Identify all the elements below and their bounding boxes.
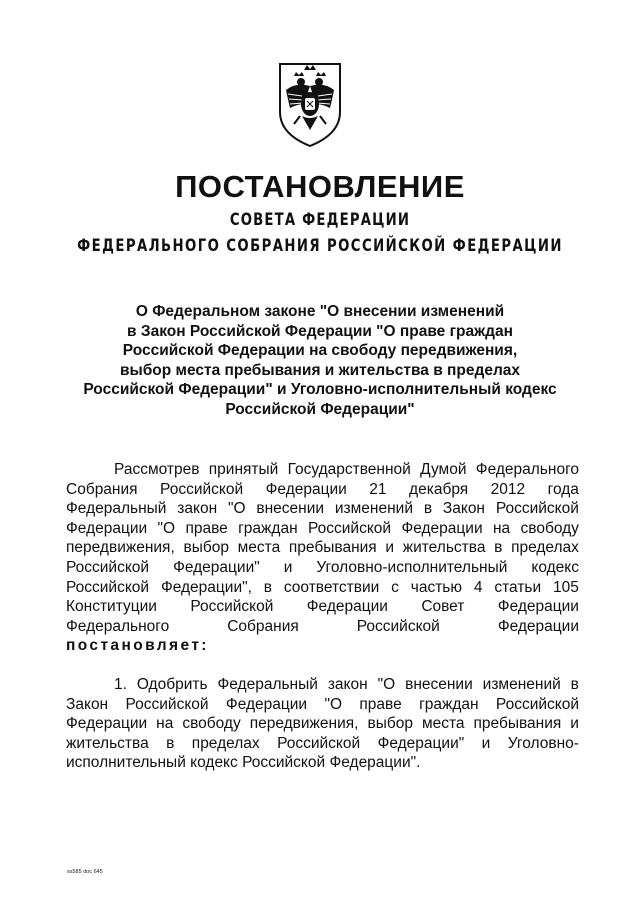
word: Российской — [308, 519, 392, 537]
word: 21 — [369, 480, 387, 498]
word: пребывания — [473, 715, 562, 733]
word: в — [494, 539, 503, 557]
resolves-word: постановляет: — [66, 637, 209, 655]
word: 4 — [473, 578, 483, 596]
word: закон — [327, 676, 368, 693]
justified-line — [66, 519, 579, 539]
word: Федерации — [66, 519, 148, 537]
word: места — [237, 539, 281, 557]
word: выбор — [183, 539, 229, 557]
word: праве — [359, 695, 402, 713]
justified-line — [66, 558, 579, 578]
word: Закон — [442, 500, 485, 518]
word: передвижения, — [249, 715, 359, 733]
word: выбор — [367, 715, 413, 733]
heading-line: в Закон Российской Федерации "О праве граждан — [127, 322, 513, 340]
document-code: ss585 doc 645 — [67, 869, 103, 875]
word: Уголовно-исполнительный — [316, 558, 508, 576]
word: Собрания — [227, 617, 299, 635]
heading-line: выбор места пребывания и жительства в пределах — [119, 361, 521, 379]
word: Федерации — [306, 598, 388, 616]
justified-line: исполнительный кодекс Российской Федерации". — [66, 754, 421, 772]
justified-line — [66, 538, 579, 558]
word: 1. — [114, 676, 127, 693]
word: Федеральный — [66, 500, 167, 518]
word: Российской — [495, 500, 579, 518]
word: закон — [177, 500, 218, 518]
word: Федерального — [66, 617, 170, 635]
justified-line — [66, 734, 579, 754]
word: Российской — [495, 695, 579, 713]
word: Федерации" — [377, 734, 465, 752]
word: Российской — [190, 598, 274, 616]
issuing-body-line2: ФЕДЕРАЛЬНОГО СОБРАНИЯ РОССИЙСКОЙ ФЕДЕРАЦИИ — [77, 236, 563, 256]
document-heading — [60, 302, 580, 419]
word: и — [570, 715, 579, 733]
resolves-line — [66, 636, 579, 656]
word: и — [481, 734, 491, 752]
word: Федерации — [497, 617, 579, 635]
word: Федерации — [401, 519, 483, 537]
justified-line — [66, 714, 579, 734]
word: 105 — [553, 578, 579, 596]
justified-line — [66, 480, 579, 500]
word: в — [166, 734, 175, 752]
word: праве — [185, 519, 228, 537]
word: Собрания — [66, 480, 138, 498]
word: Конституции — [66, 598, 157, 616]
heading-line: Российской Федерации на свободу передвижения, — [122, 342, 518, 359]
word: места — [421, 715, 465, 733]
word: Российской — [160, 480, 244, 498]
word: Российской — [66, 558, 150, 576]
word: на — [156, 715, 174, 733]
word: года — [547, 480, 579, 498]
justified-line — [66, 597, 579, 617]
word: в — [423, 500, 433, 518]
word: Российской — [125, 695, 209, 713]
word: Уголовно- — [507, 734, 579, 752]
justified-line — [66, 460, 579, 480]
word: "О — [377, 676, 396, 693]
word: граждан — [238, 519, 298, 537]
word: Федерации", — [160, 578, 252, 596]
word: Думой — [420, 461, 467, 478]
issuing-body-line1: СОВЕТА ФЕДЕРАЦИИ — [229, 210, 411, 230]
word: "О — [157, 519, 176, 537]
word: пребывания — [288, 539, 377, 557]
word: "О — [227, 500, 246, 518]
justified-line — [66, 499, 579, 519]
coat-of-arms-icon — [276, 60, 344, 148]
word: в — [570, 676, 579, 693]
justified-line — [66, 617, 579, 637]
word: "О — [324, 695, 343, 713]
word: Российской — [66, 578, 150, 596]
word: и — [385, 539, 395, 557]
word: Федерации — [66, 715, 148, 733]
word: статьи — [494, 578, 542, 596]
justified-line — [66, 695, 579, 715]
word: кодекс — [531, 558, 579, 576]
word: Федерации — [265, 480, 347, 498]
word: в — [263, 578, 273, 596]
word: Закон — [66, 695, 109, 713]
word: Федерации" — [173, 558, 260, 576]
word: Российской — [356, 617, 440, 635]
word: Федерации — [225, 695, 308, 713]
justified-line — [66, 675, 579, 695]
heading-line: О Федеральном законе "О внесении изменений — [135, 303, 505, 320]
word: свободу — [182, 715, 241, 733]
word: частью — [410, 578, 463, 596]
paragraph-approve — [66, 675, 579, 773]
word: пределах — [191, 734, 260, 752]
word: с — [391, 578, 399, 596]
word: жительства — [66, 734, 149, 752]
word: внесении — [405, 676, 473, 693]
word: принятый — [208, 461, 279, 478]
word: Федерального — [475, 461, 579, 478]
justified-line — [66, 578, 579, 598]
word: на — [492, 519, 511, 537]
document-title: ПОСТАНОВЛЕНИЕ — [175, 169, 465, 204]
word: изменений — [334, 500, 413, 518]
heading-line: Российской Федерации" и Уголовно-исполнительный кодекс — [83, 381, 557, 398]
word: передвижения, — [66, 539, 175, 557]
word: Одобрить — [136, 676, 208, 693]
heading-line: Российской Федерации" — [225, 400, 415, 418]
word: свободу — [520, 519, 579, 537]
word: Государственной — [287, 461, 411, 478]
paragraph-considering — [66, 460, 579, 656]
word: декабря — [409, 480, 469, 498]
word: Федерации — [497, 598, 579, 616]
word: внесении — [256, 500, 325, 518]
word: 2012 — [490, 480, 526, 498]
word: Рассмотрев — [114, 461, 200, 478]
word: Федеральный — [217, 676, 318, 693]
word: пределах — [511, 539, 579, 557]
word: Совет — [421, 598, 465, 616]
word: жительства — [402, 539, 486, 557]
word: изменений — [482, 676, 561, 693]
word: и — [283, 558, 293, 576]
word: граждан — [419, 695, 479, 713]
word: Российской — [277, 734, 361, 752]
word: соответствии — [283, 578, 380, 596]
